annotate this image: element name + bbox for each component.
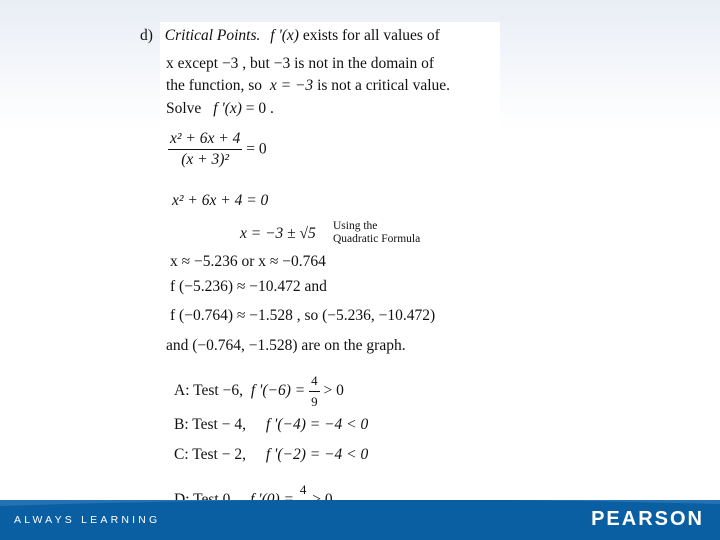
f-value-1: f (−5.236) ≈ −10.472 and (170, 278, 327, 295)
solve-fprime: f '(x) (213, 100, 242, 117)
test-a-fraction (309, 372, 320, 411)
equation-3: x = −3 ± √5 (240, 225, 316, 242)
footer-tagline: ALWAYS LEARNING (14, 514, 161, 526)
equation-1 (168, 130, 267, 169)
test-b-label: B: Test − 4, (174, 416, 246, 433)
intro-text-1: exists for all values of (298, 27, 440, 44)
test-c-label: C: Test − 2, (174, 446, 246, 463)
test-a-denominator: 9 (311, 394, 318, 409)
intro-text-4: is not a critical value. (313, 77, 451, 94)
intro-line-2: x except −3 , but −3 is not in the domain of (166, 55, 435, 72)
equation-1-rhs: = 0 (246, 140, 267, 158)
test-c-expr: f '(−2) = −4 < 0 (265, 446, 369, 463)
solve-label: Solve (166, 100, 202, 117)
equation-2: x² + 6x + 4 = 0 (172, 192, 269, 209)
x-eq: x = −3 (269, 77, 314, 94)
test-b (174, 416, 368, 434)
test-c (174, 446, 368, 464)
f-value-3: and (−0.764, −1.528) are on the graph. (166, 337, 406, 354)
equation-1-fraction (168, 130, 242, 169)
test-b-expr: f '(−4) = −4 < 0 (265, 416, 369, 433)
footer-brand: PEARSON (591, 508, 704, 530)
f-value-2: f (−0.764) ≈ −1.528 , so (−5.236, −10.472) (170, 307, 436, 324)
part-label: d) (140, 27, 153, 44)
intro-line-1 (140, 27, 440, 45)
note-line-2: Quadratic Formula (333, 233, 421, 245)
test-a (174, 372, 344, 411)
footer-bar (0, 500, 720, 540)
solve-tail: = 0 . (245, 100, 274, 117)
intro-text-3: the function, so (166, 77, 262, 94)
test-a-expr: f '(−6) = (250, 382, 306, 400)
intro-line-3 (166, 77, 450, 95)
test-d-numerator: 4 (299, 482, 307, 497)
test-a-label: A: Test −6, (174, 382, 243, 400)
test-a-tail: > 0 (323, 382, 344, 400)
equation-1-numerator: x² + 6x + 4 (170, 130, 241, 147)
equation-1-denominator: (x + 3)² (181, 151, 230, 168)
test-a-numerator: 4 (311, 373, 318, 388)
approx-line: x ≈ −5.236 or x ≈ −0.764 (170, 253, 326, 270)
fprime-x: f '(x) (270, 27, 299, 44)
solve-line (166, 100, 274, 118)
heading: Critical Points. (164, 27, 261, 44)
note-line-1: Using the (333, 220, 378, 232)
